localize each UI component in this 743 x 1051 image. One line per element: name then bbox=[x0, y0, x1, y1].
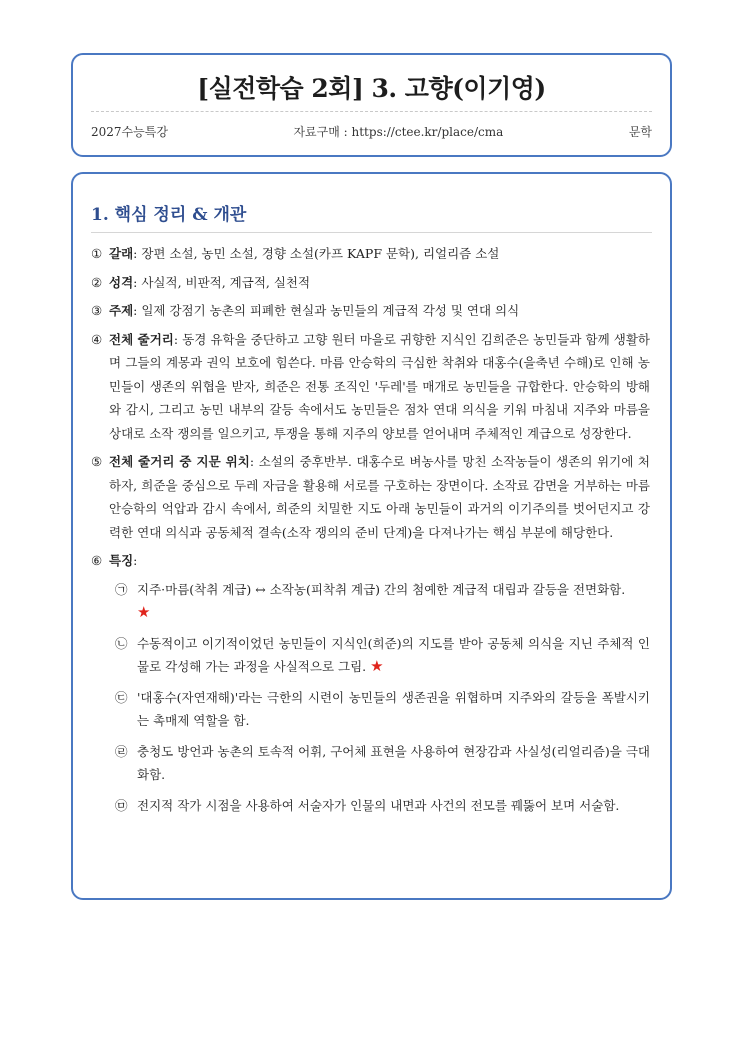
title-divider bbox=[91, 111, 652, 112]
feature-item bbox=[115, 578, 650, 625]
section-divider bbox=[91, 232, 652, 233]
header-card bbox=[71, 53, 672, 157]
feature-item bbox=[115, 686, 650, 733]
feature-text: 수동적이고 이기적이었던 농민들이 지식인(희준)의 지도를 받아 공동체 의식을 지닌 주체적 인물로 각성해 가는 과정을 사실적으로 그림. bbox=[137, 635, 650, 674]
feature-text: 지주·마름(착취 계급) ↔ 소작농(피착취 계급) 간의 첨예한 계급적 대립과 갈등을 전면화함. bbox=[137, 581, 626, 597]
list-item bbox=[91, 271, 650, 295]
item-text: : 소설의 중후반부. 대홍수로 벼농사를 망친 소작농들이 생존의 위기에 처하자, 희준을 중심으로 두레 자금을 활용해 서로를 구호하는 장면이다. 소작료 감면을 거부하는 마름 안승학의 억압과 감시 속에서, 희준의 치밀한 지도 아래 농민들이 과거의 이기주의를 벗어던지고 강력한 연대 의식과 공동체적 결속(소작 쟁의의 준비 단계)을 다져나가는 핵심 부분에 해당한다. bbox=[109, 454, 650, 540]
features-list bbox=[115, 578, 650, 818]
features-heading bbox=[91, 549, 650, 573]
item-text: : bbox=[133, 553, 138, 568]
item-label: 전체 줄거리 중 지문 위치 bbox=[109, 454, 250, 469]
feature-text: 전지적 작가 시점을 사용하여 서술자가 인물의 내면과 사건의 전모를 꿰뚫어 보며 서술함. bbox=[137, 797, 620, 813]
item-label: 주제 bbox=[109, 303, 134, 318]
list-item bbox=[91, 242, 650, 266]
purchase-info: 자료구매 : https://ctee.kr/place/cma bbox=[293, 125, 504, 139]
list-item bbox=[91, 328, 650, 446]
item-text: : 일제 강점기 농촌의 피폐한 현실과 농민들의 계급적 각성 및 연대 의식 bbox=[133, 303, 520, 318]
item-number: ④ bbox=[91, 331, 103, 347]
feature-number: ㉢ bbox=[115, 689, 128, 705]
item-number: ⑤ bbox=[91, 454, 103, 469]
page-title: [실전학습 2회] 3. 고향(이기영) bbox=[197, 74, 546, 103]
item-text: : 장편 소설, 농민 소설, 경향 소설(카프 KAPF 문학), 리얼리즘 소설 bbox=[133, 246, 500, 261]
section-title: 1. 핵심 정리 & 개관 bbox=[91, 205, 247, 225]
item-number: ② bbox=[91, 274, 103, 290]
item-number: ⑥ bbox=[91, 553, 103, 568]
item-label: 전체 줄거리 bbox=[109, 331, 174, 347]
item-label: 특징 bbox=[109, 553, 134, 568]
feature-number: ㉠ bbox=[115, 581, 128, 597]
course-label: 2027수능특강 bbox=[91, 125, 168, 139]
star-icon: ★ bbox=[137, 603, 151, 621]
item-number: ① bbox=[91, 246, 103, 261]
feature-number: ㉣ bbox=[115, 743, 128, 759]
item-label: 갈래 bbox=[109, 246, 134, 261]
subject-label: 문학 bbox=[628, 125, 652, 139]
feature-text: '대홍수(자연재해)'라는 극한의 시련이 농민들의 생존권을 위협하며 지주와의 갈등을 폭발시키는 촉매제 역할을 함. bbox=[137, 689, 650, 728]
item-text: : 사실적, 비판적, 계급적, 실천적 bbox=[133, 274, 311, 290]
feature-item bbox=[115, 794, 650, 818]
summary-list bbox=[91, 242, 650, 824]
star-icon: ★ bbox=[370, 657, 384, 675]
item-number: ③ bbox=[91, 303, 103, 318]
list-item bbox=[91, 299, 650, 323]
item-text: : 동경 유학을 중단하고 고향 원터 마을로 귀향한 지식인 김희준은 농민들과 함께 생활하며 그들의 계몽과 권익 보호에 힘쓴다. 마름 안승학의 극심한 착취와 대홍수(을축년 수해)로 인해 농민들이 생존의 위협을 받자, 희준은 전통 조직인 '두레'를 매개로 농민들을 규합한다. 안승학의 방해와 감시, 그리고 농민 내부의 갈등 속에서도 농민들은 점차 연대 의식을 키워 마침내 지주와 마름을 상대로 소작 쟁의를 일으키고, 투쟁을 통해 지주의 양보를 얻어내며 주체적인 계급으로 성장한다. bbox=[109, 331, 650, 441]
feature-number: ㉡ bbox=[115, 635, 128, 651]
content-card bbox=[71, 172, 672, 900]
feature-item bbox=[115, 740, 650, 787]
meta-row bbox=[91, 123, 652, 140]
feature-item bbox=[115, 632, 650, 679]
feature-number: ㉤ bbox=[115, 797, 128, 813]
list-item bbox=[91, 450, 650, 544]
item-label: 성격 bbox=[109, 274, 134, 290]
feature-text: 충청도 방언과 농촌의 토속적 어휘, 구어체 표현을 사용하여 현장감과 사실성(리얼리즘)을 극대화함. bbox=[137, 743, 650, 782]
